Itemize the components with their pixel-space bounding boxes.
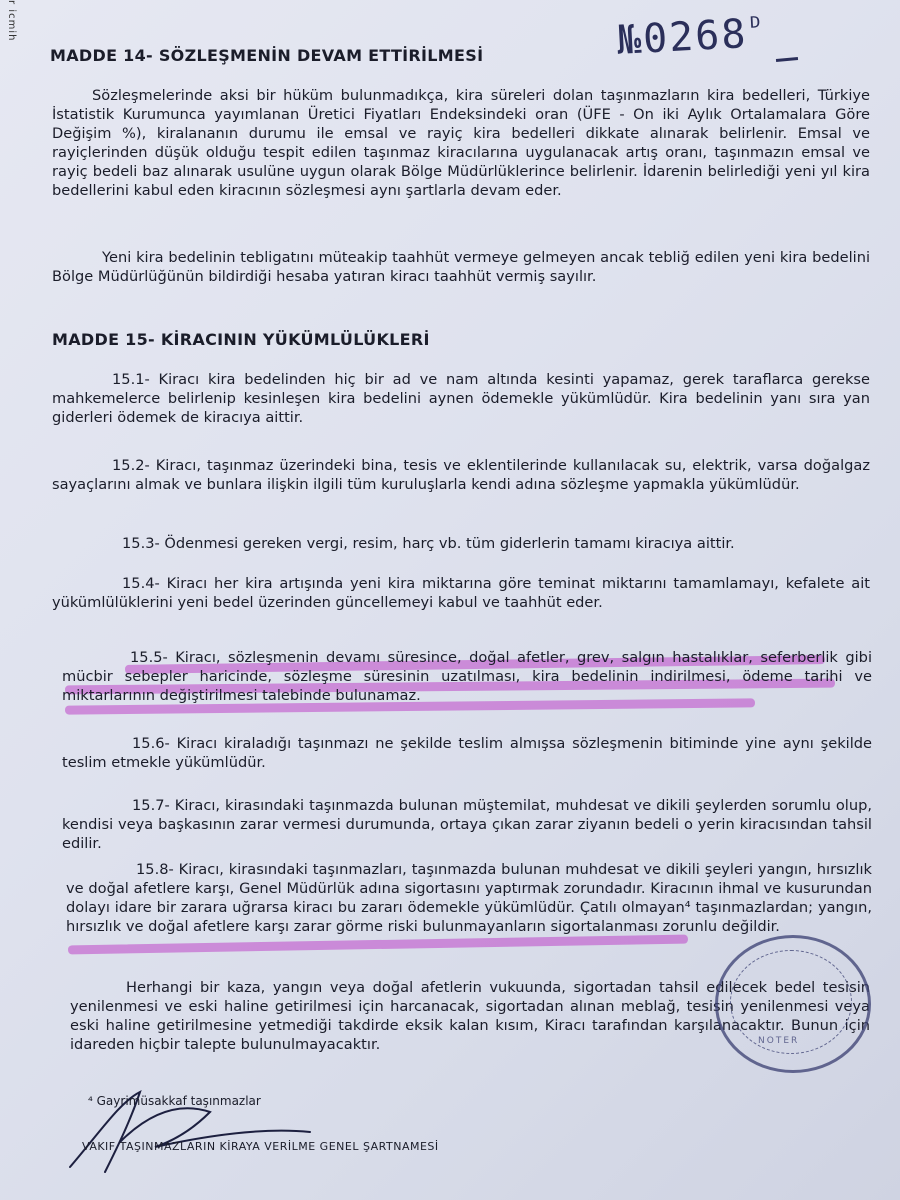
clause-15-4: 15.4- Kiracı her kira artışında yeni kira miktarına göre teminat miktarını tamamlamayı, kefalete ait yükümlülüklerini yeni bedel üzerinden güncellemeyi kabul ve taahhüt eder.: [52, 575, 870, 611]
notary-stamp: [715, 935, 871, 1073]
notary-stamp-text: NOTER: [758, 1036, 800, 1046]
clause-15-6: 15.6- Kiracı kiraladığı taşınmazı ne şekilde teslim almışsa sözleşmenin bitiminde yine aynı şekilde teslim etmekle yükümlüdür.: [62, 735, 872, 771]
clause-15-8: 15.8- Kiracı, kirasındaki taşınmazları, taşınmazda bulunan muhdesat ve dikili şeyleri yangın, hırsızlık ve doğal afetlere karşı, Genel Müdürlük adına sigortasını yaptırmak zorundadır. Kiracının ihmal ve kusurundan dolayı idare bir zarara uğrarsa kiracı bu zararı ödemekle yükümlüdür. Çatılı olmayan⁴ taşınmazlardan; yangın, hırsızlık ve doğal afetlere karşı zarar görme riski bulunmayanların sigortalanması zorunlu değildir.: [66, 861, 872, 935]
clause-15-7: 15.7- Kiracı, kirasındaki taşınmazda bulunan müştemilat, muhdesat ve dikili şeylerden sorumlu olup, kendisi veya başkasının zarar vermesi durumunda, ortaya çıkan zarar ziyanın bedeli o yerin kiracısından tahsil edilir.: [62, 797, 872, 852]
clause-15-8-continuation: Herhangi bir kaza, yangın veya doğal afetlerin vukuunda, sigortadan tahsil edilecek bedel tesisin yenilenmesi ve eski haline getirilmesi için harcanacak, sigortadan alınan meblağ, tesisin yenilenmesi veya eski haline getirilmesine yetmediği takdirde eksik kalan kısım, Kiracı tarafından karşılanacaktır. Bunun için idareden hiçbir talepte bulunulmayacaktır.: [70, 979, 870, 1053]
edge-text: r icmih: [6, 0, 17, 42]
serial-underline: [776, 57, 798, 62]
clause-15-5: 15.5- Kiracı, sözleşmenin devamı süresince, doğal afetler, grev, salgın hastalıklar, seferberlik gibi mücbir sebepler haricinde, sözleşme süresinin uzatılması, kira bedelinin indirilmesi, ödeme tarihi ve miktarlarının değiştirilmesi talebinde bulunamaz.: [62, 649, 872, 704]
serial-number: [616, 10, 767, 64]
serial-suffix: ᴰ: [746, 10, 767, 45]
article-15-title: MADDE 15- KİRACININ YÜKÜMLÜLÜKLERİ: [52, 330, 430, 349]
footnote: ⁴ Gayrimüsakkaf taşınmazlar: [88, 1094, 261, 1108]
article-14-title: MADDE 14- SÖZLEŞMENİN DEVAM ETTİRİLMESİ: [50, 46, 484, 65]
footer-title: VAKIF TAŞINMAZLARIN KİRAYA VERİLME GENEL ŞARTNAMESİ: [82, 1140, 439, 1153]
clause-15-2: 15.2- Kiracı, taşınmaz üzerindeki bina, tesis ve eklentilerinde kullanılacak su, elektrik, varsa doğalgaz sayaçlarını almak ve bunlara ilişkin ilgili tüm kuruluşlarla kendi adına sözleşme yapmakla yükümlüdür.: [52, 457, 870, 493]
clause-15-3: 15.3- Ödenmesi gereken vergi, resim, harç vb. tüm giderlerin tamamı kiracıya aittir.: [122, 535, 735, 552]
signature-scribble: [60, 1072, 320, 1182]
article-14-paragraph-1: Sözleşmelerinde aksi bir hüküm bulunmadıkça, kira süreleri dolan taşınmazların kira bedelleri, Türkiye İstatistik Kurumunca yayımlanan Üretici Fiyatları Endeksindeki oran (ÜFE - On iki Aylık Ortalamalara Göre Değişim %), kiralananın durumu ile emsal ve rayiç kira bedelleri dikkate alınarak belirlenir. Emsal ve rayiçlerinden düşük olduğu tespit edilen taşınmaz kiracılarına uygulanacak artış oranı, taşınmazın emsal ve rayiç bedeli baz alınarak usulüne uygun olarak Bölge Müdürlüklerince belirlenir. İdarenin belirlediği yeni yıl kira bedellerini kabul eden kiracının sözleşmesi aynı şartlarla devam eder.: [52, 87, 870, 199]
article-14-paragraph-2: Yeni kira bedelinin tebligatını müteakip taahhüt vermeye gelmeyen ancak tebliğ edilen yeni kira bedelini Bölge Müdürlüğünün bildirdiği hesaba yatıran kiracı taahhüt vermiş sayılır.: [52, 249, 870, 285]
highlight-mark-4: [68, 935, 688, 955]
serial-number-value: №0268: [615, 11, 749, 64]
clause-15-1: 15.1- Kiracı kira bedelinden hiç bir ad ve nam altında kesinti yapamaz, gerek taraflarca gerekse mahkemelerce belirlenip kesinleşen kira bedelini aynen ödemekle yükümlüdür. Kira bedelinin yanı sıra yan giderleri ödemek de kiracıya aittir.: [52, 371, 870, 426]
